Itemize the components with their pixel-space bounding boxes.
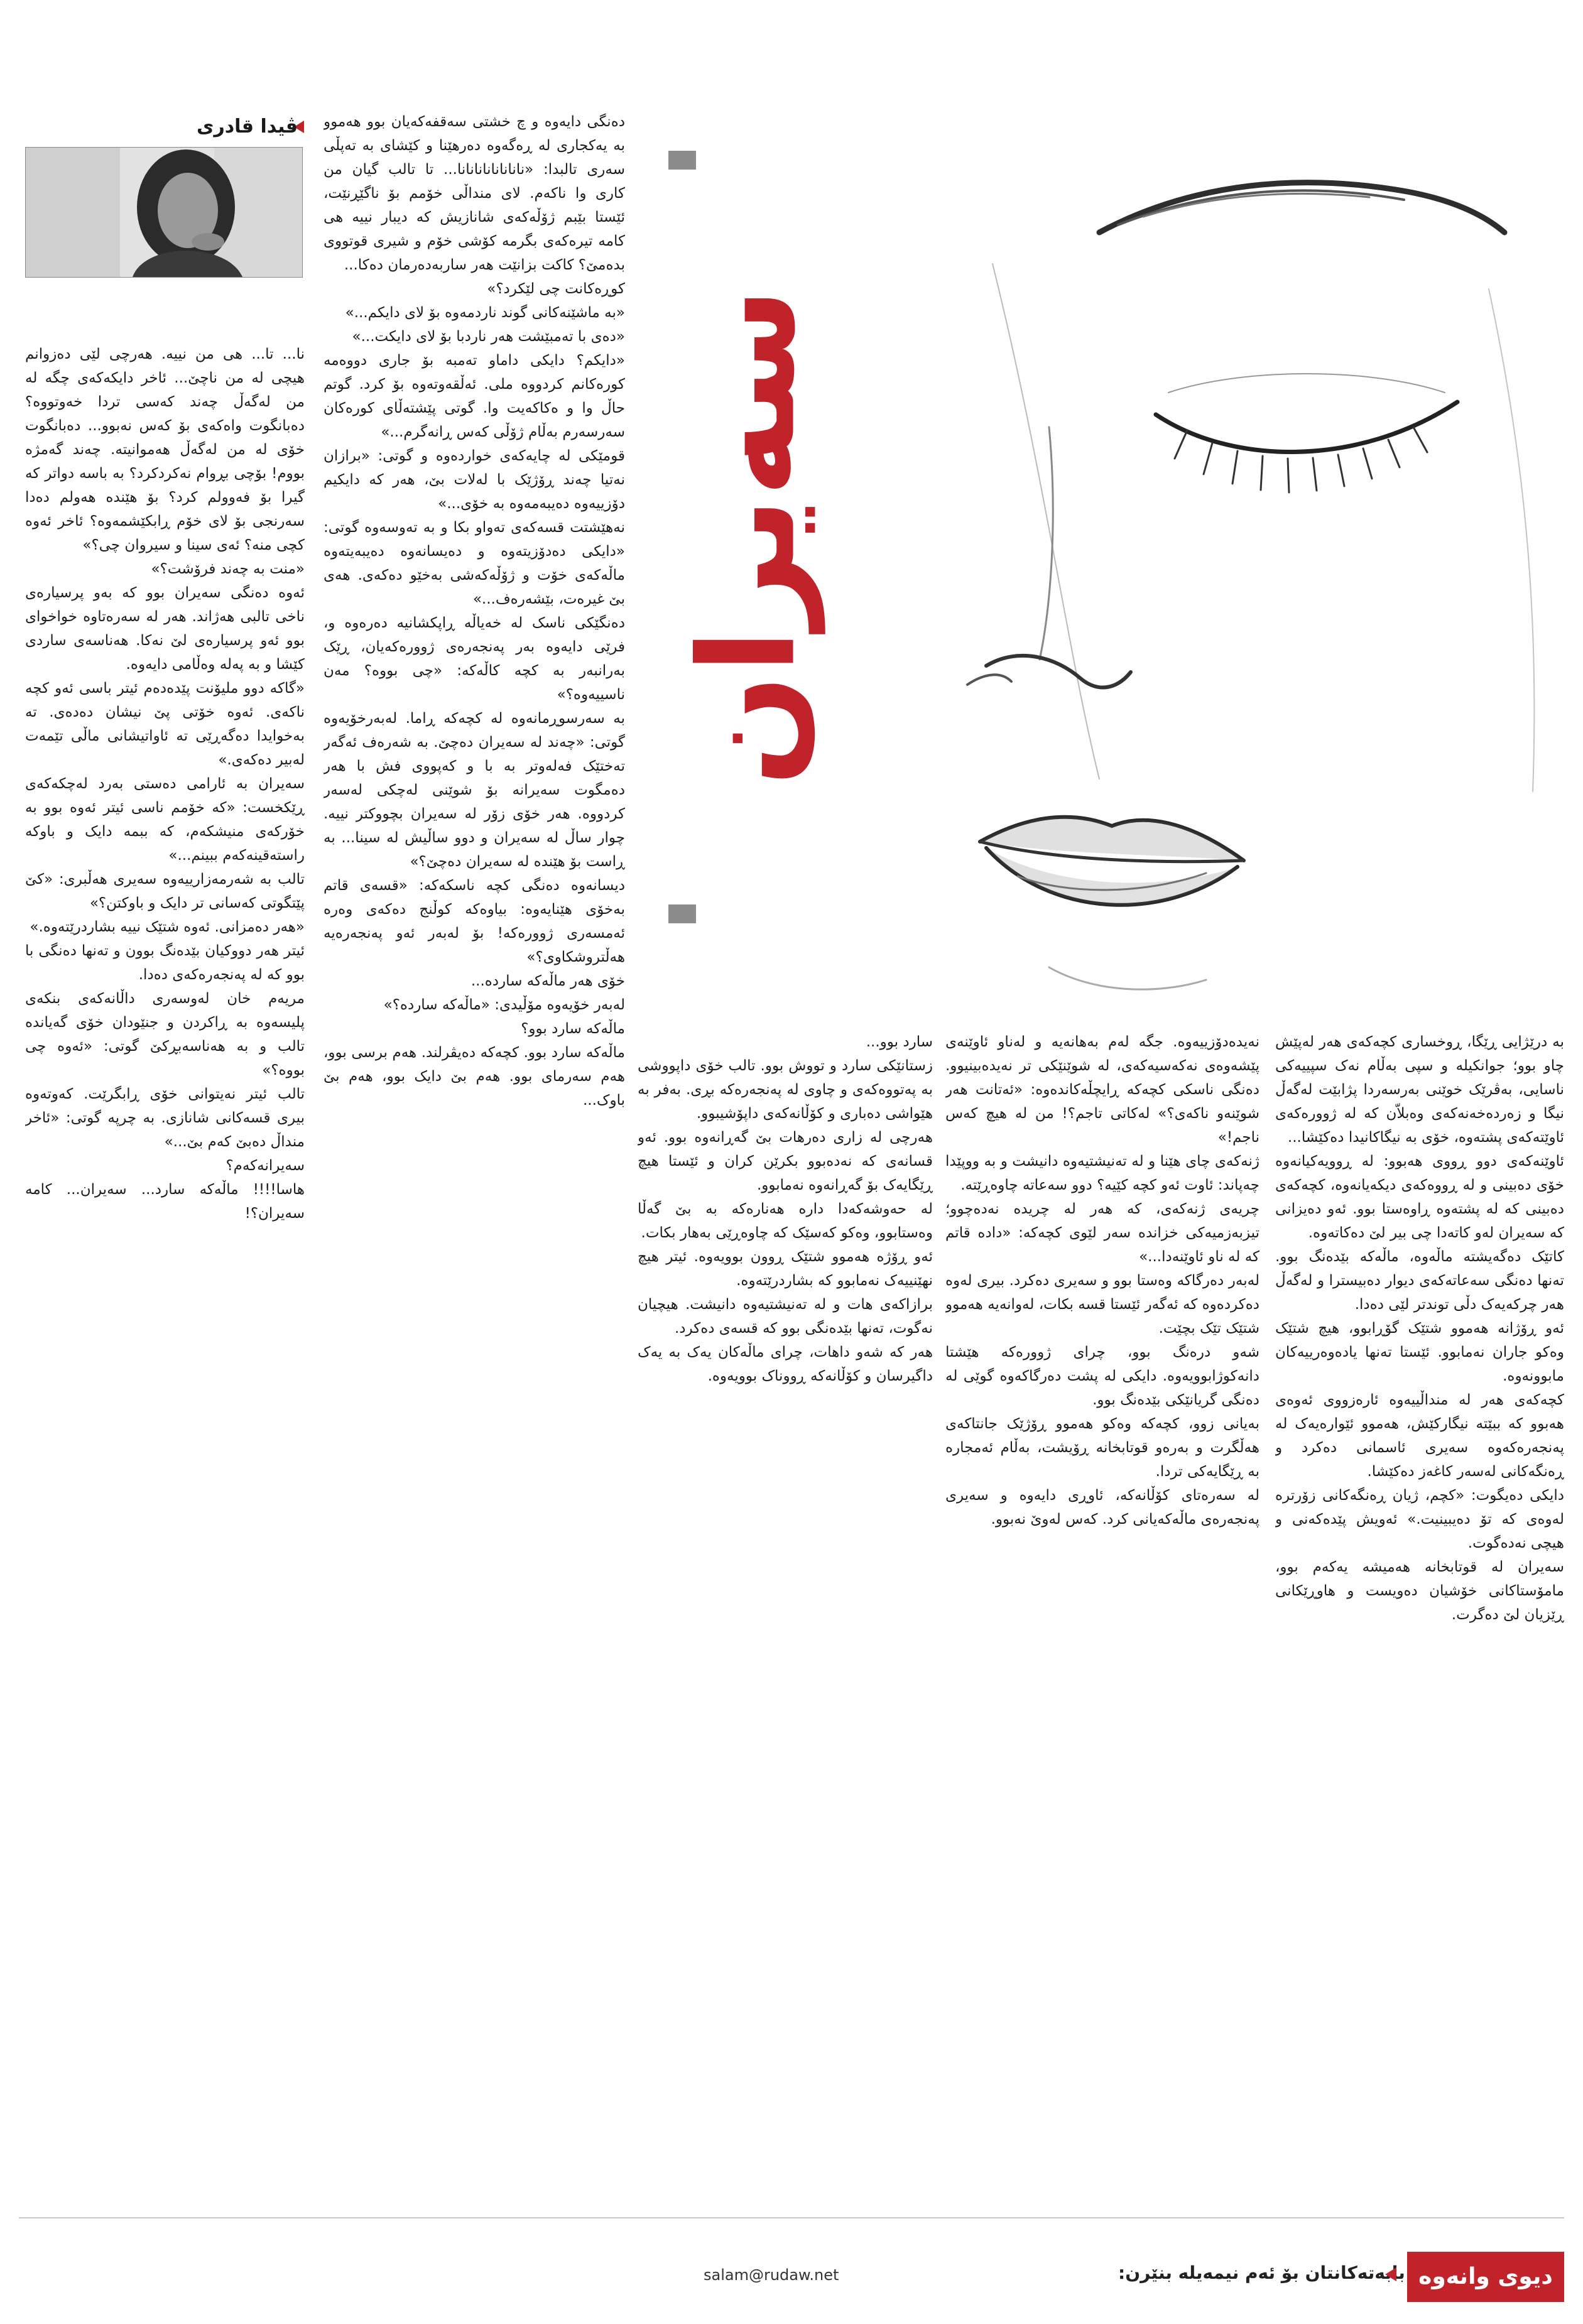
article-title-block	[653, 151, 842, 923]
article-column-1: بە درێژایی ڕێگا، ڕوخساری کچەکەی هەر لەپێش چاو بوو؛ جوانکیلە و سپی بەڵام نەک سپییەکی ناسایی، بەڤرێک خوێنی بەرسەردا پژابێت لەگەڵ نیگا و زەردەخەنەکەی وەبلاّن کە لە ژوورەکەی ئاوێتەکەی پشتەوە، خۆی بە نیگاکانیدا دەکێشا... ئاوێنەکەی دوو ڕووی هەبوو: لە ڕوویەکیانەوە خۆی دەبینی و لە ڕووەکەی دیکەیانەوە، کچەکەی دەبینی کە لە پشتەوە ڕاوەستا بوو. ئەو دەیزانی کە سەیران لەو کاتەدا چی بیر لێ دەکاتەوە. کاتێک دەگەیشتە ماڵەوە، ماڵەکە بێدەنگ بوو. تەنها دەنگی سەعاتەکەی دیوار دەبیسترا و لەگەڵ هەر چرکەیەک دڵی توندتر لێی دەدا. ئەو ڕۆژانە هەموو شتێک گۆڕابوو، هیچ شتێک وەکو جاران نەمابوو. ئێستا تەنها یادەوەرییەکان مابوونەوە. کچەکەی هەر لە منداڵییەوە ئارەزووی ئەوەی هەبوو کە ببێتە نیگارکێش، هەموو ئێوارەیەک لە پەنجەرەکەوە سەیری ئاسمانی دەکرد و ڕەنگەکانی لەسەر کاغەز دەکێشا. دایکی دەیگوت: «کچم، ژیان ڕەنگەکانی زۆرترە لەوەی کە تۆ دەیبینیت.» ئەویش پێدەکەنی و هیچی نەدەگوت. سەیران لە قوتابخانە هەمیشە یەکەم بوو، مامۆستاکانی خۆشیان دەویست و هاوڕێکانی ڕێزیان لێ دەگرت.	[1275, 1034, 1564, 1623]
article-column-4: دەنگی دایەوە و چ خشتی سەقفەکەیان بوو هەموو بە یەکجاری لە ڕەگەوە دەرهێنا و کێشای بە تەپڵی سەری تالبدا: «نانانانانانانانا... تا تالب گیان من کاری وا ناکەم. لای منداڵی خۆمم بۆ ناگێڕنێت، ئێستا بێبم ژۆڵەکەی شانازیش کە دیبار نییە هی کامە تیرەکەی بگرمە کۆشی خۆم و شیری قوتووی بدەمێ؟ کاکت بزانێت هەر ساربەدەرمان دەکا... کوڕەکانت چی لێکرد؟» «بە ماشێنەکانی گوند ناردمەوە بۆ لای دایکم...» «دەی با تەمبێشت هەر ناردبا بۆ لای دایکت...» «دایکم؟ دایکی داماو تەمبە بۆ جاری دووەمە کورەکانم کردووە ملی. ئەڵقەوتەوە بۆ کرد. گوتم حاڵ وا و ەکاکەیت وا. گوتی پێشتەڵای کورەکان سەرسەرم بەڵام ژۆڵی کەس ڕانەگرم...» قومێکی لە چایەکەی خواردەوە و گوتی: «برازان نەتیا چەند ڕۆژێک با لەلات بێ، هەر کە دایکیم دۆزییەوە دەیبەمەوە بە خۆی...» نەهێشتت قسەکەی تەواو بکا و بە تەوسەوە گوتی: «دایکی دەدۆزیتەوە و دەیسانەوە دەیبەیتەوە ماڵەکەی خۆت و ژۆڵەکەشی بەخێو دەکەی. هەی بێ غیرەت، بێشەرەف...» دەنگێکی ناسک لە خەیاڵە ڕاپکشانیە دەرەوە و، فرێی دایەوە بەر پەنجەرەی ژوورەکەیان، ڕێک بەرانبەر بە کچە کاڵەکە: «چی بووە؟ مەن ناسییەوە؟» بە سەرسوڕمانەوە لە کچەکە ڕاما. لەبەرخۆیەوە گوتی: «چەند لە سەیران دەچێ. بە شەرەف ئەگەر تەختێک فەلەوتر بە با و کەپووی فش با هەر دەمگوت سەیرانە بۆ شوێنی لەچکی لەسەر کردووە. هەر خۆی زۆر لە سەیران بچووکتر نییە. چوار ساڵ لە سەیران و دوو ساڵیش لە سینا... بە ڕاست بۆ هێندە لە سەیران دەچێ؟» دیسانەوە دەنگی کچە ناسکەکە: «قسەی قاتم بەخۆی هێنایەوە: بیاوەکە کوڵنج دەکەی وەرە ئەمسەری ژوورەکە! بۆ لەبەر ئەو پەنجەرەیە هەڵتروشکاوی؟» خۆی هەر ماڵەکە ساردە... لەبەر خۆیەوە مۆڵیدی: «ماڵەکە ساردە؟» ماڵەکە سارد بوو؟ ماڵەکە سارد بوو. کچەکە دەیڤرلند. هەم برسی بوو، هەم سەرمای بوو. هەم بێ دایک بوو، هەم بێ باوک...	[324, 114, 625, 1109]
article-column-2: نەیدەدۆزییەوە. جگە لەم بەهانەیە و لەناو ئاوێنەی پێشەوەی نەکەسیەکەی، لە شوێنێکی تر نەیدەبینیوو. دەنگی ناسکی کچەکە ڕایچڵەکاندەوە: «ئەتانت هەر شوێنەو ناکەی؟» لەکاتی تاجم؟! من لە هیچ کەس ناجم!» ژنەکەی چای هێنا و لە تەنیشتیەوە دانیشت و بە ووپێدا چەپاند: ئاوت ئەو کچە کێیە؟ دوو سەعاتە چاوەڕێتە. چریەی ژنەکەی، کە هەر لە چریدە نەدەچوو؛ تیزبەزمیەکی خزاندە سەر لێوی کچەکە: «دادە قاتم کە لە ناو ئاوێنەدا...» لەبەر دەرگاکە وەستا بوو و سەیری دەکرد. بیری لەوە دەکردەوە کە ئەگەر ئێستا قسە بکات، لەوانەیە هەموو شتێک تێک بچێت. شەو درەنگ بوو، چرای ژوورەکە هێشتا دانەکوژابوویەوە. دایکی لە پشت دەرگاکەوە گوێی لە دەنگی گریانێکی بێدەنگ بوو. بەیانی زوو، کچەکە وەکو هەموو ڕۆژێک جانتاکەی هەڵگرت و بەرەو قوتابخانە ڕۆیشت، بەڵام ئەمجارە بە ڕێگایەکی تردا. لە سەرەتای کۆڵانەکە، ئاوڕی دایەوە و سەیری پەنجەرەی ماڵەکەیانی کرد. کەس لەوێ نەبوو.	[945, 1034, 1259, 1528]
author-name: ڤیدا قادری	[196, 116, 298, 138]
author-photo-drawing	[26, 148, 302, 277]
title-bar-bottom	[668, 904, 696, 923]
page-footer	[0, 2217, 1583, 2324]
author-photo	[25, 147, 303, 278]
footer-email[interactable]: salam@rudaw.net	[704, 2266, 839, 2284]
face-sketch-drawing	[892, 25, 1570, 1049]
footer-invite-text: بابەتەکانتان بۆ ئەم نیمەیلە بنێرن:	[1118, 2262, 1405, 2283]
author-box	[25, 113, 302, 283]
article-column-5: نا... تا... هی من نییە. هەرچی لێی دەزوانم هیچی لە من ناچێ... ئاخر دایکەکەی چگە لە من لەگەڵ چەند کەسی تردا خەوتووە؟ دەبانگوت واەکەی بۆ کەس نەبوو... دەبانگوت خۆی لە من لەگەڵ هەموانیتە. چەند گەمژە بووم! بۆچی بڕوام نەکردکرد؟ بە باسە دواتر کە گیرا بۆ فەوولم کرد؟ بۆ هێندە هەولم دەدا سەرنجی بۆ لای خۆم ڕابکێشمەوە؟ ئاخر ئەوە کچی منە؟ ئەی سینا و سیروان چی؟» «منت بە چەند فرۆشت؟» ئەوە دەنگی سەیران بوو کە بەو پرسیارەی ناخی تالبی هەژاند. هەر لە سەرەتاوە خواخوای بوو ئەو پرسیارەی لێ نەکا. هەناسەی ساردی کێشا و بە پەلە وەڵامی دایەوە. «گاکە دوو ملیۆنت پێدەدەم ئیتر باسی ئەو کچە ناکەی. ئەوە خۆتی پێ نیشان دەدەی. تە بەخوایدا دەگەڕێی تە ئاواتیشانی ماڵی تێمەت لەبیر دەکەی.» سەیران بە ئارامی دەستی بەرد لەچکەکەی ڕێکخست: «کە خۆمم ناسی ئیتر ئەوە بوو بە خۆرکەی منیشکەم، کە ببمە دایک و باوکە راستەقینەکەم ببینم...» تالب بە شەرمەزارییەوە سەیری هەڵبری: «کێ پێتگوتی کەسانی تر دایک و باوکتن؟» «هەر دەمزانی. ئەوە شتێک نییە بشاردرێتەوە.» ئیتر هەر دووکیان بێدەنگ بوون و تەنها دەنگی با بوو کە لە پەنجەرەکەی دەدا. مریەم خان لەوسەری داڵانەکەی بنکەی پلیسەوە بە ڕاکردن و جنێودان خۆی گەیاندە تالب و بە هەناسەبڕکێ گوتی: «ئەوە چی بووە؟» تالب ئیتر نەیتوانی خۆی ڕابگرێت. کەوتەوە بیری قسەکانی شانازی. بە چرپە گوتی: «ئاخر منداڵ دەبێ کەم بێ...» سەیرانەکەم؟ هاسا!!!! ماڵەکە سارد... سەیران... کامە سەیران؟!	[25, 346, 305, 1222]
article-column-3: سارد بوو... زستانێکی سارد و تووش بوو. تالب خۆی داپووشی بە پەتووەکەی و چاوی لە پەنجەرەکە بڕی. بەفر بە هێواشی دەباری و کۆڵانەکەی داپۆشیبوو. هەرچی لە زاری دەرهات بێ گەڕانەوە بوو. ئەو قسانەی کە نەدەبوو بکرێن کران و ئێستا هیچ ڕێگایەک بۆ گەڕانەوە نەمابوو. لە حەوشەکەدا دارە هەنارەکە بە بێ گەڵا وەستابوو، وەکو کەسێک کە چاوەڕێی بەهار بکات. ئەو ڕۆژە هەموو شتێک ڕوون بوویەوە. ئیتر هیچ نهێنییەک نەمابوو کە بشاردرێتەوە. برازاکەی هات و لە تەنیشتیەوە دانیشت. هیچیان نەگوت، تەنها بێدەنگی بوو کە قسەی دەکرد. هەر کە شەو داهات، چرای ماڵەکان یەک بە یەک داگیرسان و کۆڵانەکە ڕووناک بوویەوە.	[638, 1034, 933, 1384]
face-sketch-illustration	[892, 25, 1570, 1049]
article-title: سەیران	[670, 287, 825, 787]
footer-logo: دیوی وانەوە	[1407, 2252, 1564, 2302]
title-bar-top	[668, 151, 696, 170]
red-triangle-icon	[1385, 2267, 1396, 2281]
footer-divider	[19, 2217, 1564, 2218]
